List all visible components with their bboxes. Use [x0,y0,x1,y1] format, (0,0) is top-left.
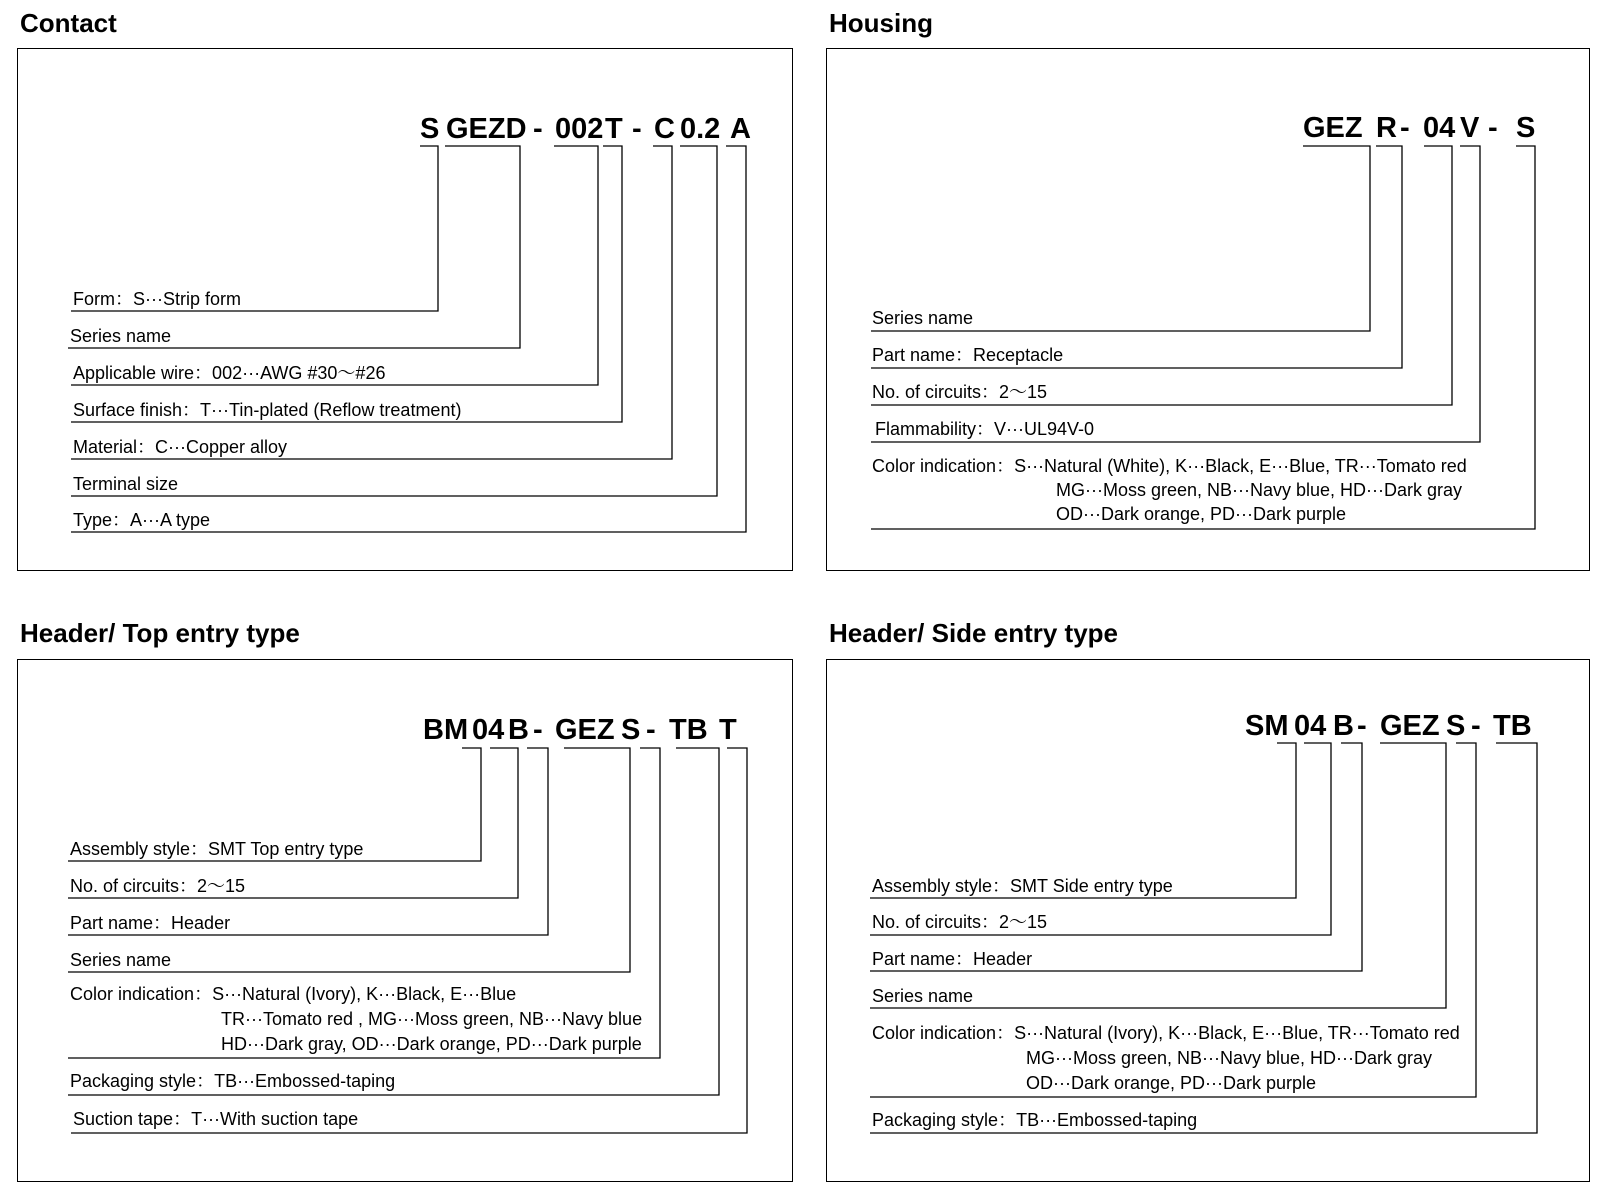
contact-part-dash-2: - [632,113,642,145]
header-side-label-series: Series name [872,986,974,1006]
header-side-part-color: S [1446,710,1466,742]
header-side-panel [826,659,1590,1182]
header-side-part-dash-1: - [1357,710,1367,742]
contact-label-wire: Applicable wire：002···AWG #30～#26 [73,363,386,383]
header-side-label-packaging: Packaging style：TB···Embossed-taping [872,1110,1198,1130]
header-side-leader-circuits [870,743,1331,935]
housing-label-color-2: MG···Moss green, NB···Navy blue, HD···Dark gray [1056,480,1463,500]
header-top-part-part-name: B [508,714,529,746]
contact-label-finish: Surface finish：T···Tin-plated (Reflow treatment) [73,400,462,420]
header-side-part-circuits: 04 [1294,710,1327,742]
header-top-label-packaging: Packaging style：TB···Embossed-taping [70,1071,396,1091]
header-top-part-packaging: TB [669,714,708,746]
header-top-part-series: GEZ [555,714,615,746]
housing-label-part-name: Part name：Receptacle [872,345,1064,365]
header-top-label-series: Series name [70,950,172,970]
contact-part-dash-1: - [533,113,543,145]
contact-leader-wire [71,146,598,385]
housing-part-dash-2: - [1488,112,1498,144]
header-top-leader-series [68,748,630,972]
housing-part-series: GEZ [1303,112,1363,144]
housing-part-flammability: V [1460,112,1480,144]
header-side-leader-part-name [870,743,1362,971]
header-top-label-suction: Suction tape：T···With suction tape [73,1109,359,1129]
contact-label-terminal-size: Terminal size [73,474,179,494]
header-top-part-color: S [621,714,641,746]
contact-label-series: Series name [70,326,172,346]
housing-part-part-name: R [1376,112,1397,144]
header-side-part-packaging: TB [1493,710,1532,742]
header-top-label-color-3: HD···Dark gray, OD···Dark orange, PD···Dark purple [221,1034,642,1054]
header-top-label-assembly: Assembly style：SMT Top entry type [70,839,364,859]
header-top-part-assembly: BM [423,714,469,746]
header-side-part-part-name: B [1333,710,1354,742]
header-side-label-color-3: OD···Dark orange, PD···Dark purple [1026,1073,1317,1093]
housing-label-color-3: OD···Dark orange, PD···Dark purple [1056,504,1347,524]
contact-part-material: C [654,113,675,145]
contact-diagram [18,49,793,571]
housing-part-color: S [1516,112,1536,144]
header-top-panel [17,659,793,1182]
header-top-title: Header/ Top entry type [20,618,300,648]
header-top-label-part-name: Part name：Header [70,913,231,933]
housing-label-series: Series name [872,308,974,328]
housing-leader-series [871,146,1370,331]
header-side-part-dash-2: - [1471,710,1481,742]
housing-part-dash-1: - [1400,112,1410,144]
contact-part-wire: 002 [555,113,604,145]
contact-leader-form [71,146,438,311]
header-top-part-dash-1: - [533,714,543,746]
housing-part-circuits: 04 [1423,112,1456,144]
header-top-label-color-2: TR···Tomato red , MG···Moss green, NB···Navy blue [221,1009,643,1029]
header-side-diagram [827,660,1590,1182]
header-side-label-assembly: Assembly style：SMT Side entry type [872,876,1173,896]
contact-part-form: S [420,113,440,145]
header-top-label-circuits: No. of circuits：2～15 [70,876,246,896]
housing-leader-part-name [871,146,1402,368]
housing-panel [826,48,1590,571]
contact-leader-series [68,146,520,348]
header-top-part-circuits: 04 [472,714,505,746]
header-side-label-color-2: MG···Moss green, NB···Navy blue, HD···Dark gray [1026,1048,1433,1068]
housing-label-circuits: No. of circuits：2～15 [872,382,1048,402]
header-side-title: Header/ Side entry type [829,618,1118,648]
header-top-diagram [18,660,793,1182]
contact-part-terminal-size: 0.2 [680,113,721,145]
contact-label-material: Material：C···Copper alloy [73,437,288,457]
housing-diagram [827,49,1590,571]
header-top-label-color: Color indication：S···Natural (Ivory), K···Black, E···Blue [70,984,517,1004]
header-side-part-assembly: SM [1245,710,1289,742]
header-side-part-series: GEZ [1380,710,1440,742]
contact-label-type: Type：A···A type [73,510,211,530]
housing-title: Housing [829,8,933,38]
contact-part-type: A [730,113,751,145]
header-side-label-part-name: Part name：Header [872,949,1033,969]
header-side-label-color: Color indication：S···Natural (Ivory), K···Black, E···Blue, TR···Tomato red [872,1023,1460,1043]
header-side-label-circuits: No. of circuits：2～15 [872,912,1048,932]
contact-label-form: Form：S···Strip form [73,289,241,309]
header-top-part-suction: T [719,714,737,746]
header-top-part-dash-2: - [646,714,656,746]
header-side-leader-assembly [870,743,1296,898]
contact-part-finish: T [605,113,623,145]
housing-leader-circuits [871,146,1452,405]
housing-label-color: Color indication：S···Natural (White), K···Black, E···Blue, TR···Tomato red [872,456,1467,476]
contact-panel [17,48,793,571]
contact-part-series: GEZD [446,113,527,145]
contact-title: Contact [20,8,117,38]
housing-label-flammability: Flammability：V···UL94V-0 [875,419,1095,439]
